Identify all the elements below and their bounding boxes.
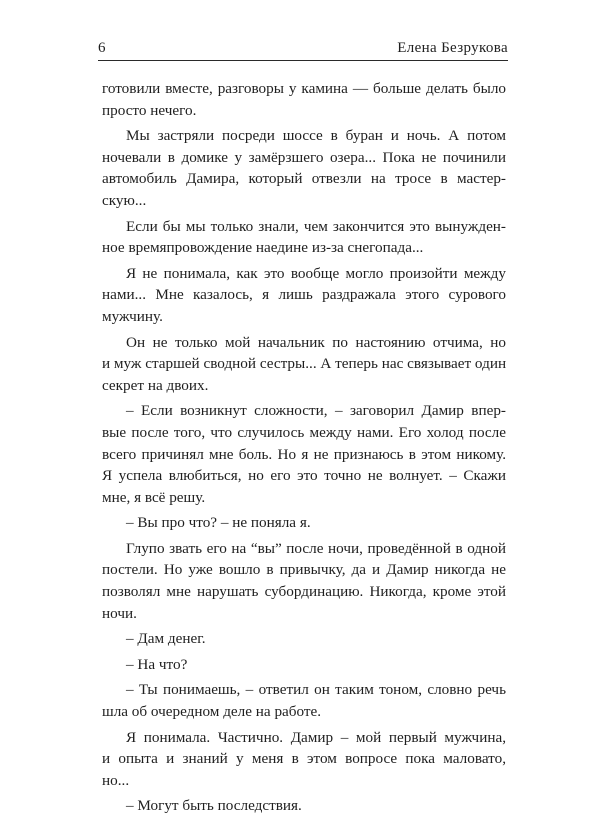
text-line: – Дам денег. [126, 630, 206, 648]
text-line: Глупо звать его на “вы” после ночи, проведённой в одной [126, 539, 506, 557]
body-text [102, 78, 506, 817]
text-line: – Если возникнут сложности, – заговорил Дамир впер- [126, 402, 506, 420]
text-line: – На что? [126, 655, 188, 673]
text-line: скую... [102, 191, 147, 209]
text-line: мужчину. [102, 307, 163, 325]
text-line: готовили вместе, разговоры у камина — больше делать было [102, 80, 506, 97]
text-line: – Вы про что? – не поняла я. [126, 514, 311, 532]
text-line: автомобиль Дамира, который отвезли на тросе в мастер- [102, 170, 506, 188]
text-line: Я не понимала, как это вообще могло произойти между [126, 264, 506, 282]
text-line: ное времяпровождение наедине из-за снегопада... [102, 239, 424, 257]
page-number: 6 [98, 40, 106, 56]
text-line: секрет на двоих. [102, 376, 209, 394]
text-line: просто нечего. [102, 101, 197, 119]
text-line: – Ты понимаешь, – ответил он таким тоном, словно речь [126, 681, 506, 699]
text-line: вые после того, что случилось между нами. Его холод после [102, 423, 506, 441]
text-line: Я успела влюбиться, но его это точно не волнует. – Скажи [102, 467, 506, 485]
text-line: ночевали в домике у замёрзшего озера... Пока не починили [102, 148, 506, 166]
text-line: Я понимала. Частично. Дамир – мой первый мужчина, [126, 728, 506, 746]
text-line: нами... Мне казалось, я лишь раздражала этого сурового [102, 286, 506, 304]
running-header [98, 34, 508, 61]
text-line: и муж старшей сводной сестры... А теперь нас связывает один [102, 355, 507, 373]
text-line: Мы застряли посреди шоссе в буран и ночь. А потом [126, 127, 506, 145]
text-line: Он не только мой начальник по настоянию отчима, но [126, 333, 506, 351]
text-line: мне, я всё решу. [102, 488, 206, 506]
text-line: ночи. [102, 604, 137, 622]
text-line: – Могут быть последствия. [126, 797, 302, 815]
text-line: позволял мне нарушать субординацию. Никогда, кроме этой [102, 583, 506, 601]
text-line: всего причинял мне боль. Но я не признаюсь в этом никому. [102, 445, 506, 463]
text-line: постели. Но уже вошло в привычку, да и Дамир никогда не [102, 561, 506, 579]
text-line: но... [102, 771, 130, 789]
author-name: Елена Безрукова [397, 40, 508, 56]
text-line: и опыта и знаний у меня в этом вопросе пока маловато, [102, 750, 506, 768]
text-line: Если бы мы только знали, чем закончится это вынужден- [126, 217, 506, 235]
text-line: шла об очередном деле на работе. [102, 703, 322, 721]
